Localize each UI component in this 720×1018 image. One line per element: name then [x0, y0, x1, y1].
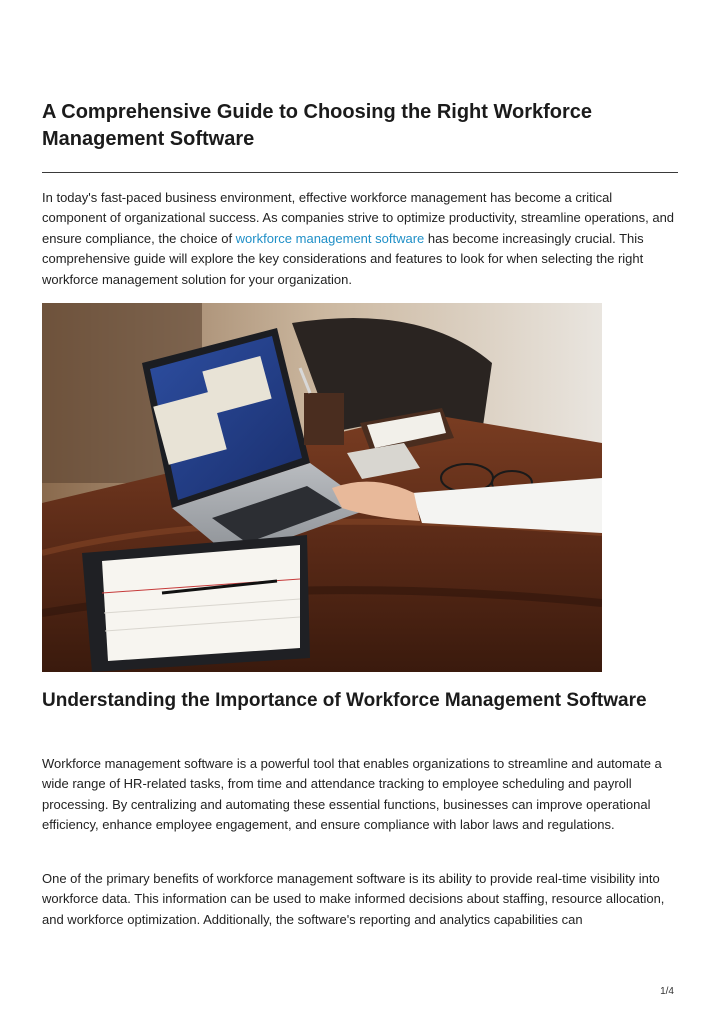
intro-text-before-link: In today's fast-paced business environment, effective workforce management has become a critical component of organizational success. As companies strive to optimize productivity, streamline operations, and ensure compliance, the choice of — [42, 190, 675, 246]
page-number: 1/4 — [660, 986, 674, 997]
title-divider — [42, 172, 678, 173]
section-paragraph-1: Workforce management software is a powerful tool that enables organizations to streamline and automate a wide range of HR-related tasks, from time and attendance tracking to employee scheduling and payroll processing. By centralizing and automating these essential functions, businesses can improve operational efficiency, enhance employee engagement, and ensure compliance with labor laws and regulations. — [42, 756, 662, 833]
laptop-desk-illustration — [42, 303, 602, 672]
workforce-software-link[interactable]: workforce management software — [235, 230, 425, 246]
page-title: A Comprehensive Guide to Choosing the Right Workforce Management Software — [42, 101, 593, 150]
intro-paragraph — [42, 188, 678, 290]
section-paragraph-2: One of the primary benefits of workforce management software is its ability to provide real-time visibility into workforce data. This information can be used to make informed decisions about staffing, resource allocation, and workforce optimization. Additionally, the software's reporting and analytics capabilities can — [42, 871, 665, 927]
intro-text-after-link: has become increasingly crucial. This comprehensive guide will explore the key considerations and features to look for when selecting the right workforce management solution for your organization. — [42, 230, 644, 287]
laptop-desk-photo — [42, 303, 602, 672]
section-heading: Understanding the Importance of Workforce Management Software — [42, 690, 647, 711]
